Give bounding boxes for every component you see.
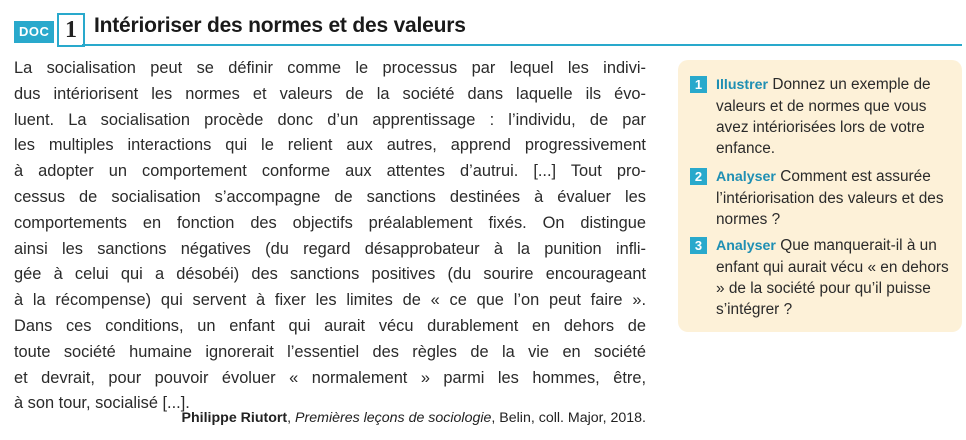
source-work: Premières leçons de sociologie — [295, 410, 492, 426]
doc-number: 1 — [57, 13, 85, 47]
source-citation: Philippe Riutort, Premières leçons de sociologie, Belin, coll. Major, 2018. — [181, 410, 646, 426]
question-number: 3 — [690, 237, 707, 254]
main-paragraph-text — [14, 56, 646, 417]
main-paragraph-line: et devrait, pour pouvoir évoluer « normalement » parmi les hommes, être, — [14, 368, 646, 387]
main-paragraph-line: dus intériorisent les normes et valeurs de la société dans laquelle ils évo- — [14, 84, 646, 103]
main-paragraph-line: luent. La socialisation procède donc d’un apprentissage : l’individu, de par — [14, 110, 646, 129]
question-number: 1 — [690, 76, 707, 93]
main-paragraph-line: gée à celui qui a désobéi) des sanctions positives (du sourire encourageant — [14, 265, 646, 284]
main-paragraph — [14, 56, 646, 417]
question-3 — [690, 235, 956, 320]
main-paragraph-line: ainsi les sanctions négatives (du regard désapprobateur à la punition infli- — [14, 239, 646, 258]
main-paragraph-line: à adopter un comportement conforme aux attentes d’autrui. [...] Tout pro- — [14, 162, 646, 181]
main-paragraph-line: cessus de socialisation s’accompagne de sanctions destinées à évaluer les — [14, 187, 646, 206]
source-author: Philippe Riutort — [181, 410, 288, 426]
questions-panel — [678, 60, 962, 332]
main-paragraph-line: à la récompense) qui servent à fixer les limites de « ce que l’on peut faire ». — [14, 291, 646, 310]
doc-title: Intérioriser des normes et des valeurs — [94, 14, 466, 37]
document-header — [14, 10, 964, 46]
question-verb: Illustrer — [716, 77, 769, 93]
main-paragraph-line: à son tour, socialisé [...]. — [14, 394, 190, 413]
question-1 — [690, 74, 956, 159]
question-verb: Analyser — [716, 169, 776, 185]
main-paragraph-line: La socialisation peut se définir comme le processus par lequel les indivi- — [14, 59, 646, 77]
doc-badge: DOC — [14, 21, 54, 43]
question-text: Donnez un exemple de valeurs et de normes que vous avez intériorisées lors de votre enfance. — [716, 76, 931, 157]
main-paragraph-line: comportements en fonction des objectifs préalablement fixés. On distingue — [14, 213, 646, 232]
question-2 — [690, 166, 956, 230]
main-paragraph-line: toute société humaine ignorerait l’essentiel des règles de la vie en société — [14, 342, 646, 361]
question-text: Que manquerait-il à un enfant qui aurait vécu « en dehors » de la société pour qu’il puisse s’intégrer ? — [716, 237, 949, 318]
main-paragraph-line: les multiples interactions qui le relient aux autres, apprend progressivement — [14, 136, 646, 155]
question-number: 2 — [690, 168, 707, 185]
header-rule — [82, 44, 962, 46]
question-verb: Analyser — [716, 238, 776, 254]
question-text: Comment est assurée l’intériorisation des valeurs et des normes ? — [716, 168, 944, 228]
source-details: , Belin, coll. Major, 2018. — [491, 410, 646, 426]
main-paragraph-line: Dans ces conditions, un enfant qui aurait vécu durablement en dehors de — [14, 316, 646, 335]
